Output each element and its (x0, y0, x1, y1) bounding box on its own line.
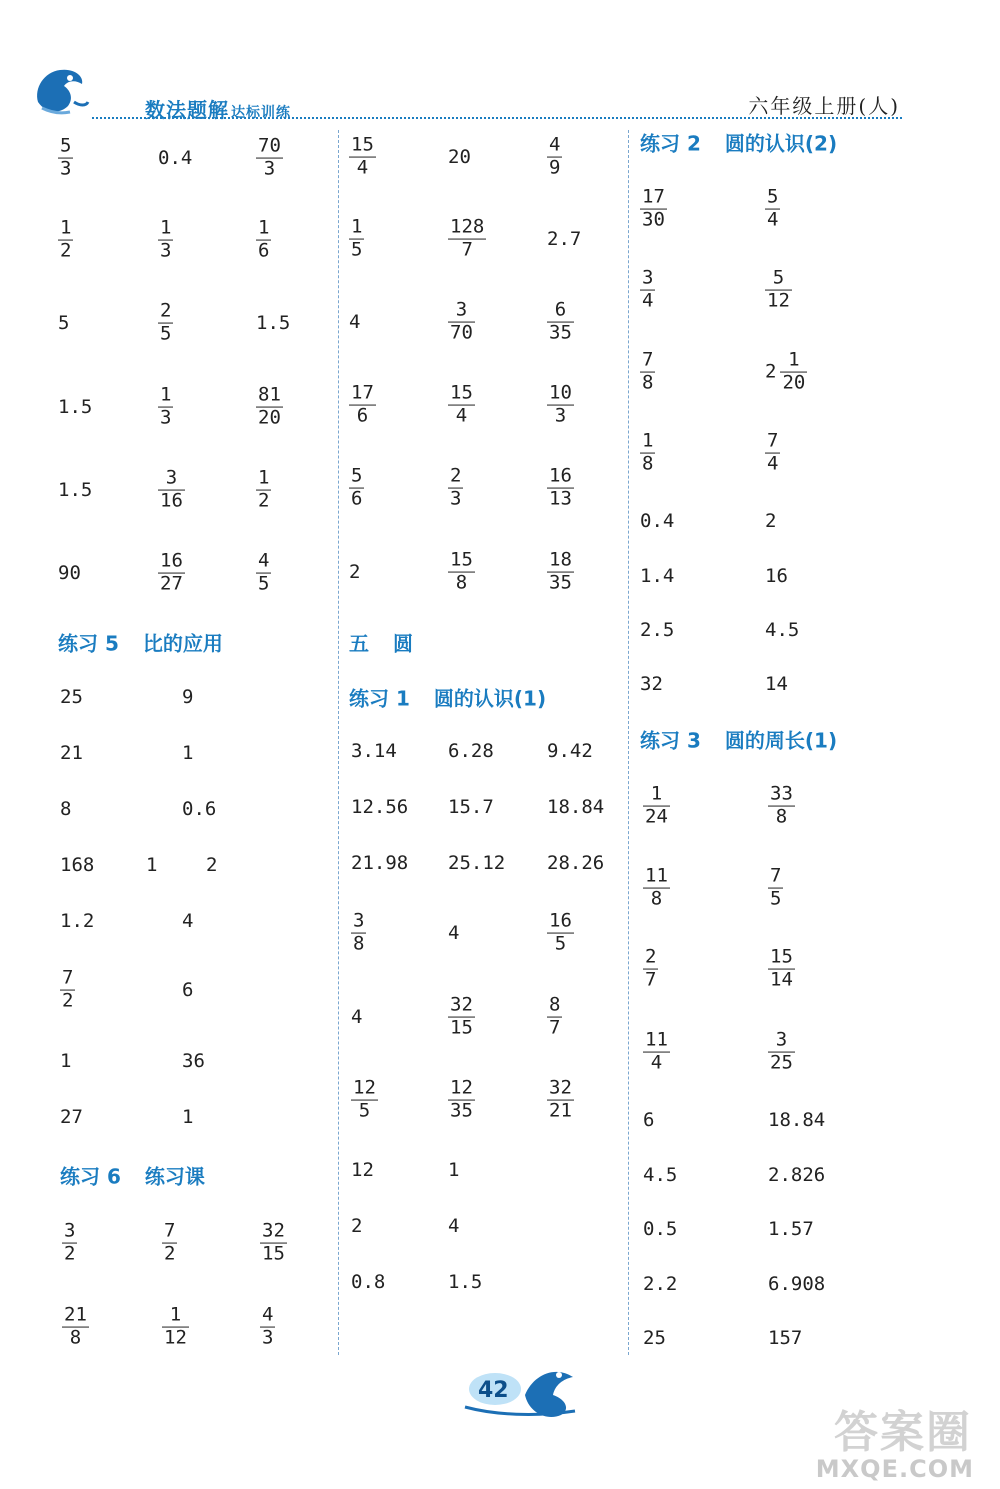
fraction-numerator: 21 (64, 1303, 87, 1326)
answer-value: 2.2 (643, 1273, 678, 1295)
fraction-numerator: 5 (60, 134, 72, 157)
answer-value: 1 (182, 1106, 194, 1128)
section-heading-practice-3 (640, 725, 837, 754)
fraction-numerator: 32 (549, 1076, 572, 1099)
fraction-numerator: 11 (645, 864, 668, 887)
fraction-denominator: 3 (263, 157, 276, 180)
answer-value: 90 (58, 562, 81, 584)
section-title: 圆 (393, 631, 413, 656)
answer-value: 28.26 (547, 852, 605, 874)
answer-fraction (768, 945, 795, 991)
fraction-numerator: 2 (450, 464, 462, 487)
book-title: 六年级上册(人) (748, 94, 900, 118)
answer-value: 2 (349, 561, 361, 583)
answer-value: 36 (182, 1050, 205, 1072)
fraction-denominator: 2 (258, 489, 270, 512)
section-label: 练习 2 (640, 131, 701, 156)
answer-fraction (349, 464, 364, 510)
fraction-denominator: 5 (351, 238, 363, 261)
answer-value: 16 (765, 565, 788, 587)
answer-fraction (547, 909, 574, 955)
answer-fraction (448, 1076, 475, 1122)
fraction-numerator: 5 (772, 266, 785, 289)
answer-value: 1.57 (768, 1218, 814, 1240)
answer-value: 0.5 (643, 1218, 678, 1240)
answer-fraction (448, 464, 463, 510)
answer-fraction (768, 1028, 795, 1074)
answer-value: 0.6 (182, 798, 217, 820)
answer-value: 21 (60, 742, 83, 764)
answer-value: 168 (60, 854, 95, 876)
answer-fraction (60, 966, 75, 1012)
answer-fraction (62, 1303, 89, 1349)
page-header (0, 0, 1000, 130)
answer-fraction (448, 548, 475, 594)
fraction-numerator: 16 (160, 549, 183, 572)
answer-fraction (547, 548, 574, 594)
fraction-numerator: 15 (450, 381, 473, 404)
fraction-numerator: 7 (164, 1219, 176, 1242)
answer-value: 4.5 (643, 1164, 678, 1186)
answer-fraction (768, 864, 783, 910)
answer-value: 1.5 (58, 396, 93, 418)
fraction-numerator: 33 (770, 782, 793, 805)
fraction-denominator: 4 (650, 1051, 663, 1074)
answer-fraction (58, 216, 73, 262)
answer-fraction (547, 381, 574, 427)
answer-value: 1 (146, 854, 158, 876)
brand-name: 数法题解 (145, 98, 229, 122)
fraction-denominator: 35 (549, 571, 572, 594)
fraction-numerator: 32 (262, 1219, 285, 1242)
answer-value: 12.56 (351, 796, 409, 818)
answer-fraction (640, 429, 655, 475)
fraction-numerator: 3 (455, 298, 468, 321)
answer-fraction (256, 466, 271, 512)
page-number: 42 (478, 1378, 509, 1403)
fraction-numerator: 5 (351, 464, 363, 487)
fraction-numerator: 12 (353, 1076, 376, 1099)
answer-fraction (643, 945, 658, 991)
fraction-denominator: 5 (358, 1099, 371, 1122)
answer-fraction (349, 133, 376, 179)
fraction-numerator: 2 (160, 299, 172, 322)
fraction-numerator: 3 (642, 266, 654, 289)
answer-value: 1.4 (640, 565, 675, 587)
answer-fraction (765, 185, 780, 231)
answer-fraction (547, 464, 574, 510)
section-label: 五 (349, 631, 369, 656)
answer-fraction (158, 466, 185, 512)
fraction-denominator: 7 (549, 1016, 561, 1039)
answer-value: 14 (765, 673, 788, 695)
fraction-denominator: 3 (160, 406, 172, 429)
answer-fraction (640, 185, 667, 231)
answer-value: 25 (643, 1327, 666, 1349)
fraction-numerator: 7 (770, 864, 782, 887)
fraction-denominator: 7 (461, 238, 473, 261)
answer-fraction (256, 134, 283, 180)
answer-value: 1.5 (256, 312, 291, 334)
answer-value: 21.98 (351, 852, 409, 874)
answer-fraction (643, 864, 670, 910)
fraction-denominator: 4 (767, 452, 779, 475)
answer-value: 1 (60, 1050, 72, 1072)
fraction-denominator: 21 (549, 1099, 572, 1122)
fraction-numerator: 1 (650, 782, 663, 805)
fraction-denominator: 16 (160, 489, 183, 512)
fraction-denominator: 35 (549, 321, 572, 344)
fraction-denominator: 13 (549, 487, 572, 510)
fraction-denominator: 8 (353, 932, 365, 955)
fraction-denominator: 8 (642, 371, 654, 394)
fraction-denominator: 70 (450, 321, 473, 344)
answer-fraction (448, 298, 475, 344)
fraction-numerator: 6 (554, 298, 567, 321)
fraction-numerator: 15 (770, 945, 793, 968)
answer-mixed-number (765, 348, 807, 394)
answer-value: 1 (448, 1159, 460, 1181)
fraction-denominator: 6 (258, 239, 270, 262)
brand-subtitle: 达标训练 (231, 105, 291, 121)
fraction-numerator: 15 (450, 548, 473, 571)
answer-fraction (547, 298, 574, 344)
fraction-numerator: 7 (767, 429, 779, 452)
fraction-denominator: 24 (645, 805, 668, 828)
fraction-numerator: 70 (258, 134, 281, 157)
fraction-denominator: 20 (782, 371, 806, 394)
answer-value: 15.7 (448, 796, 494, 818)
watermark-title: 答案圈 (834, 1407, 972, 1458)
fraction-numerator: 1 (258, 466, 270, 489)
fraction-numerator: 1 (160, 216, 172, 239)
answer-value: 1.5 (448, 1271, 483, 1293)
answer-fraction (640, 266, 655, 312)
watermark-url: MXQE.COM (815, 1455, 974, 1483)
answer-value: 2 (765, 510, 777, 532)
answer-fraction (643, 1028, 670, 1074)
section-heading-practice-1 (349, 683, 546, 712)
fraction-denominator: 12 (164, 1326, 187, 1349)
fraction-denominator: 8 (455, 571, 468, 594)
answer-fraction (256, 383, 283, 429)
fraction-numerator: 3 (64, 1219, 76, 1242)
fraction-numerator: 1 (788, 348, 800, 371)
fraction-denominator: 3 (262, 1326, 274, 1349)
answer-value: 1.2 (60, 910, 95, 932)
fraction-denominator: 5 (554, 932, 567, 955)
answer-value: 0.4 (640, 510, 675, 532)
fraction-numerator: 5 (767, 185, 779, 208)
answer-value: 8 (60, 798, 72, 820)
answer-value: 32 (640, 673, 663, 695)
answer-fraction (162, 1303, 189, 1349)
section-heading-practice-6 (60, 1161, 205, 1190)
section-title: 圆的认识(2) (724, 131, 838, 156)
fraction-denominator: 25 (770, 1051, 793, 1074)
fraction-denominator: 2 (60, 239, 72, 262)
answer-fraction (158, 549, 185, 595)
answer-value: 18.84 (547, 796, 605, 818)
fraction-denominator: 6 (356, 404, 369, 427)
answer-value: 27 (60, 1106, 83, 1128)
answer-fraction (448, 381, 475, 427)
fraction-numerator: 10 (549, 381, 572, 404)
answer-value: 1.5 (58, 479, 93, 501)
fraction-denominator: 3 (160, 239, 172, 262)
section-heading-practice-5 (58, 628, 223, 657)
fraction-numerator: 3 (775, 1028, 788, 1051)
page-number-ornament-icon (455, 1355, 585, 1425)
answer-value: 2 (351, 1215, 363, 1237)
fraction-numerator: 1 (160, 383, 172, 406)
answer-fraction (158, 216, 173, 262)
fraction-denominator: 20 (258, 406, 281, 429)
section-heading-practice-2 (640, 128, 837, 157)
fraction-denominator: 14 (770, 968, 793, 991)
section-label: 练习 6 (60, 1164, 121, 1189)
fraction-denominator: 15 (262, 1242, 285, 1265)
fraction-numerator: 32 (450, 993, 473, 1016)
mixed-fraction (780, 348, 807, 394)
answer-value: 4 (182, 910, 194, 932)
fraction-denominator: 6 (351, 487, 363, 510)
column-divider-left (338, 130, 339, 1355)
fraction-numerator: 1 (258, 216, 270, 239)
answer-value: 2.7 (547, 228, 582, 250)
fraction-numerator: 18 (549, 548, 572, 571)
fraction-denominator: 2 (62, 989, 74, 1012)
answer-fraction (158, 299, 173, 345)
answer-value: 4 (448, 1215, 460, 1237)
section-title: 圆的周长(1) (724, 728, 838, 753)
fraction-numerator: 1 (169, 1303, 182, 1326)
fraction-denominator: 4 (642, 289, 654, 312)
section-label: 练习 3 (640, 728, 701, 753)
fraction-denominator: 35 (450, 1099, 473, 1122)
fraction-denominator: 8 (775, 805, 788, 828)
fraction-numerator: 81 (258, 383, 281, 406)
answer-value: 9 (182, 686, 194, 708)
header-divider (92, 117, 902, 119)
column-divider-right (628, 130, 629, 1355)
answer-fraction (351, 1076, 378, 1122)
fraction-numerator: 3 (353, 909, 365, 932)
fraction-denominator: 12 (767, 289, 790, 312)
fraction-denominator: 5 (770, 887, 782, 910)
answer-fraction (260, 1303, 275, 1349)
fraction-numerator: 7 (642, 348, 654, 371)
fraction-denominator: 7 (645, 968, 657, 991)
answer-fraction (349, 215, 364, 261)
answer-value: 4 (448, 922, 460, 944)
fraction-denominator: 3 (60, 157, 72, 180)
answer-fraction (547, 133, 562, 179)
fraction-denominator: 2 (164, 1242, 176, 1265)
answer-value: 6.908 (768, 1273, 826, 1295)
fraction-numerator: 8 (549, 993, 561, 1016)
answer-value: 3.14 (351, 740, 397, 762)
fraction-numerator: 1 (60, 216, 72, 239)
answer-value: 157 (768, 1327, 803, 1349)
answer-value: 4.5 (765, 619, 800, 641)
answer-fraction (547, 993, 562, 1039)
fraction-denominator: 8 (650, 887, 663, 910)
section-title: 比的应用 (142, 631, 223, 656)
fraction-denominator: 9 (549, 156, 561, 179)
fraction-numerator: 128 (450, 215, 485, 238)
mascot-logo-icon (30, 62, 90, 118)
answer-value: 2 (206, 854, 218, 876)
fraction-numerator: 3 (165, 466, 178, 489)
answer-fraction (349, 381, 376, 427)
answer-fraction (256, 216, 271, 262)
answer-fraction (58, 134, 73, 180)
fraction-numerator: 2 (645, 945, 657, 968)
fraction-denominator: 8 (69, 1326, 82, 1349)
answer-value: 0.8 (351, 1271, 386, 1293)
fraction-denominator: 4 (356, 156, 369, 179)
fraction-numerator: 17 (351, 381, 374, 404)
answer-fraction (768, 782, 795, 828)
fraction-numerator: 7 (62, 966, 74, 989)
answer-value: 18.84 (768, 1109, 826, 1131)
answer-value: 6.28 (448, 740, 494, 762)
fraction-denominator: 3 (554, 404, 567, 427)
fraction-denominator: 4 (455, 404, 468, 427)
unit-heading-circle (349, 628, 413, 657)
fraction-numerator: 4 (262, 1303, 274, 1326)
fraction-denominator: 8 (642, 452, 654, 475)
section-label: 练习 1 (349, 686, 410, 711)
answer-fraction (547, 1076, 574, 1122)
mixed-whole: 2 (765, 361, 777, 383)
fraction-numerator: 4 (258, 549, 270, 572)
answer-value: 5 (58, 312, 70, 334)
fraction-denominator: 3 (450, 487, 462, 510)
answer-value: 4 (351, 1006, 363, 1028)
answer-fraction (765, 266, 792, 312)
fraction-denominator: 5 (160, 322, 172, 345)
fraction-numerator: 15 (351, 133, 374, 156)
answer-fraction (260, 1219, 287, 1265)
answer-value: 9.42 (547, 740, 593, 762)
fraction-numerator: 1 (351, 215, 363, 238)
fraction-numerator: 1 (642, 429, 654, 452)
fraction-denominator: 5 (258, 572, 270, 595)
answer-fraction (158, 383, 173, 429)
answer-value: 2.5 (640, 619, 675, 641)
answer-fraction (448, 993, 475, 1039)
answer-value: 25.12 (448, 852, 506, 874)
answer-fraction (765, 429, 780, 475)
answer-value: 1 (182, 742, 194, 764)
answer-value: 6 (643, 1109, 655, 1131)
section-title: 圆的认识(1) (433, 686, 547, 711)
fraction-denominator: 2 (64, 1242, 76, 1265)
answer-fraction (256, 549, 271, 595)
fraction-numerator: 11 (645, 1028, 668, 1051)
section-label: 练习 5 (58, 631, 119, 656)
answer-value: 12 (351, 1159, 374, 1181)
fraction-denominator: 30 (642, 208, 665, 231)
answer-fraction (162, 1219, 177, 1265)
answer-value: 2.826 (768, 1164, 826, 1186)
fraction-denominator: 27 (160, 572, 183, 595)
fraction-numerator: 12 (450, 1076, 473, 1099)
fraction-numerator: 16 (549, 464, 572, 487)
fraction-numerator: 16 (549, 909, 572, 932)
answer-value: 25 (60, 686, 83, 708)
answer-value: 20 (448, 146, 471, 168)
answer-value: 0.4 (158, 147, 193, 169)
answer-value: 6 (182, 979, 194, 1001)
answer-value: 4 (349, 311, 361, 333)
answer-fraction (640, 348, 655, 394)
fraction-denominator: 15 (450, 1016, 473, 1039)
answer-fraction (448, 215, 486, 261)
answer-fraction (351, 909, 366, 955)
fraction-denominator: 4 (767, 208, 779, 231)
section-title: 练习课 (144, 1164, 205, 1189)
fraction-numerator: 17 (642, 185, 665, 208)
answer-fraction (62, 1219, 77, 1265)
fraction-numerator: 4 (549, 133, 561, 156)
answer-fraction (643, 782, 670, 828)
